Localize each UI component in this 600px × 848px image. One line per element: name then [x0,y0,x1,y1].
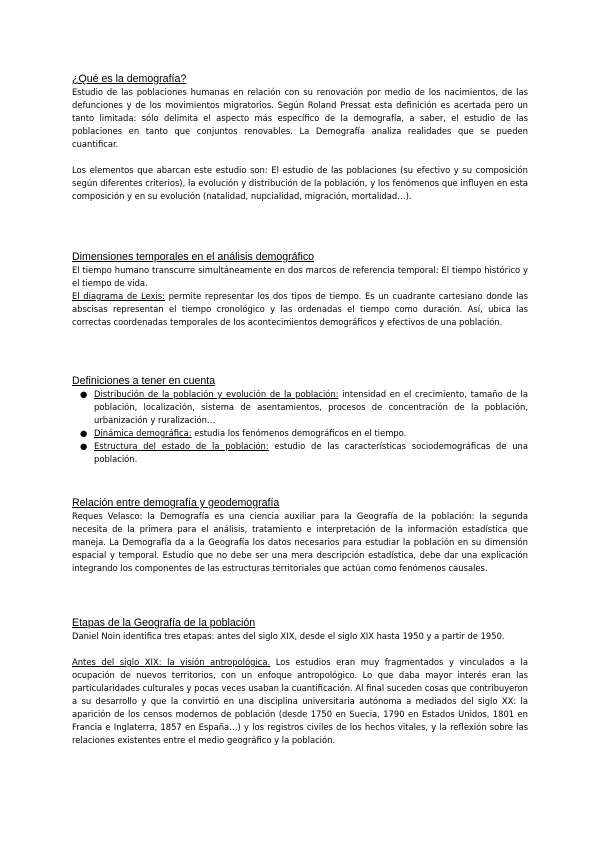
section-title: Definiciones a tener en cuenta [72,375,216,387]
term: Distribución de la población y evolución de la población: [94,389,339,399]
term: Dinámica demográfica: [94,428,192,438]
section-etapas [72,616,528,747]
paragraph: Estudio de las poblaciones humanas en relación con su renovación por medio de los nacimientos, de las defunciones y de los movimientos migratorios. Según Roland Pressat esta definición es acertada pero un tanto limitada: sólo delimita el aspecto más específico de la demografía, a saber, el estudio de las poblaciones en tanto que conjuntos renovables. La Demografía analiza realidades que se pueden cuantificar. [72,87,528,149]
term-text: estudia los fenómenos demográficos en el tiempo. [191,428,407,438]
section-demografia [72,72,528,203]
paragraph: El tiempo humano transcurre simultáneamente en dos marcos de referencia temporal: El tiempo histórico y el tiempo de vida. [72,265,528,288]
term-text: intensidad en el crecimiento, tamaño de la población, localización, sistema de asentamientos, procesos de concentración de la población, urbanización y ruralización… [94,389,528,425]
bullet-icon: ● [80,389,88,399]
bullet-icon: ● [80,441,88,451]
list-item [72,388,528,427]
section-title: Relación entre demografía y geodemografía [72,497,280,509]
term: Antes del siglo XIX: la visión antropológica. [72,657,271,667]
section-title: Etapas de la Geografía de la población [72,617,256,629]
term-text: permite representar los dos tipos de tiempo. Es un cuadrante cartesiano donde las abscisas representan el tiempo cronológico y las ordenadas el tiempo como duración. Así, ubica las correctas coordenadas temporales de los acontecimientos demográficos y efectivos de una población. [72,291,528,327]
section-title: Dimensiones temporales en el análisis demográfico [72,251,315,263]
section-title: ¿Qué es la demografía? [72,73,187,85]
term: Estructura del estado de la población: [94,441,269,451]
paragraph: Reques Velasco: la Demografía es una ciencia auxiliar para la Geografía de la población: la segunda necesita de la primera para el análisis, tratamiento e interpretación de la información estadística que maneja. La Demografía da a la Geografía los datos necesarios para estudiar la población en su dimensión espacial y temporal. Estudio que no debe ser una mera descripción estadística, debe dar una explicación integrando los componentes de las estructuras territoriales que actúan como fenómenos causales. [72,511,528,573]
section-dimensiones [72,250,528,329]
definition-list [72,388,528,466]
paragraph [72,290,528,329]
list-item [72,427,528,440]
term-text: Los estudios eran muy fragmentados y vinculados a la ocupación de nuevos territorios, con un enfoque antropológico. Lo que daba mayor interés eran las particularidades culturales y pocas veces usaban la cuantificación. Al final suceden cosas que contribuyeron a su desarrollo y que la convirtió en una disciplina universitaria autónoma a mediados del siglo XX: la aparición de los censos modernos de población (desde 1750 en Suecia, 1790 en Estados Unidos, 1801 en Francia e Inglaterra, 1857 en España…) y los registros civiles de los hechos vitales, y la reflexión sobre las relaciones existentes entre el medio geográfico y la población. [72,657,529,745]
bullet-icon: ● [80,428,88,438]
paragraph [72,656,528,747]
paragraph: Los elementos que abarcan este estudio son: El estudio de las poblaciones (su efectivo y su composición según diferentes criterios), la evolución y distribución de la población, y los fenómenos que influyen en esta composición y en su evolución (natalidad, nupcialidad, migración, mortalidad…). [72,165,528,201]
paragraph: Daniel Noin identifica tres etapas: antes del siglo XIX, desde el siglo XIX hasta 1950 y a partir de 1950. [72,631,505,641]
term: El diagrama de Lexis: [72,291,165,301]
list-item [72,440,528,466]
term-text: estudio de las características sociodemográficas de una población. [94,441,528,464]
section-relacion [72,496,528,575]
section-definiciones [72,374,528,466]
